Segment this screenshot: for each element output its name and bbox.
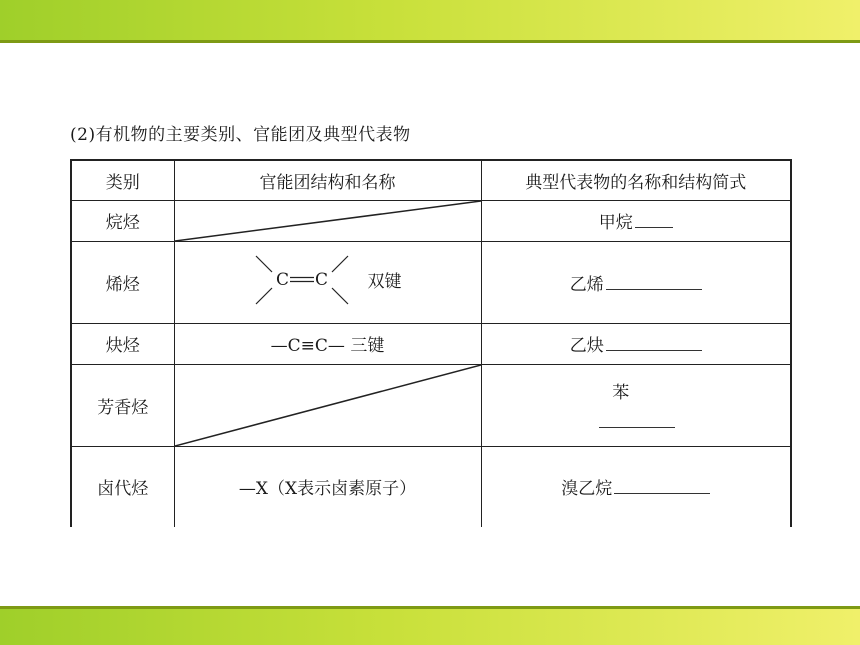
answer-blank <box>606 289 702 290</box>
section-heading: (2)有机物的主要类别、官能团及典型代表物 <box>70 125 411 145</box>
table-row <box>71 446 791 527</box>
halide-group-formula: —X（X表示卤素原子） <box>238 479 417 500</box>
table-header-row <box>71 160 791 200</box>
carbon-atom-left: C <box>275 269 289 290</box>
group-cell <box>174 241 481 323</box>
answer-blank <box>599 427 675 428</box>
representative-name: 甲烷 <box>598 213 633 233</box>
representative-cell <box>481 200 791 241</box>
group-name: 三键 <box>350 336 385 356</box>
carbon-atom-right: C <box>314 269 328 290</box>
representative-name: 乙炔 <box>569 336 604 356</box>
group-cell <box>174 446 481 527</box>
group-cell-empty <box>174 364 481 446</box>
header-representative: 典型代表物的名称和结构简式 <box>481 160 791 200</box>
representative-name: 乙烯 <box>569 274 604 295</box>
category-cell: 炔烃 <box>71 323 174 364</box>
organic-classes-table <box>70 159 792 527</box>
group-name: 双键 <box>367 272 402 292</box>
answer-blank <box>606 350 702 351</box>
group-cell <box>174 323 481 364</box>
bottom-banner <box>0 609 860 645</box>
alkene-double-bond-structure <box>254 252 350 308</box>
representative-name: 苯 <box>612 382 630 403</box>
category-cell: 芳香烃 <box>71 364 174 446</box>
header-category: 类别 <box>71 160 174 200</box>
representative-cell <box>481 323 791 364</box>
top-banner <box>0 0 860 40</box>
table-row <box>71 323 791 364</box>
top-banner-rule <box>0 40 860 43</box>
category-cell: 卤代烃 <box>71 446 174 527</box>
alkyne-group-formula: —C≡C— <box>270 336 345 356</box>
answer-blank <box>635 227 673 228</box>
header-functional-group: 官能团结构和名称 <box>174 160 481 200</box>
diagonal-line <box>175 201 481 241</box>
representative-cell <box>481 364 791 446</box>
table-row <box>71 200 791 241</box>
diagonal-line <box>175 365 481 446</box>
table-row <box>71 241 791 323</box>
category-cell: 烯烃 <box>71 241 174 323</box>
representative-cell <box>481 241 791 323</box>
category-cell: 烷烃 <box>71 200 174 241</box>
representative-name: 溴乙烷 <box>561 479 613 500</box>
answer-blank <box>614 493 710 494</box>
group-cell-empty <box>174 200 481 241</box>
representative-cell <box>481 446 791 527</box>
table-row <box>71 364 791 446</box>
